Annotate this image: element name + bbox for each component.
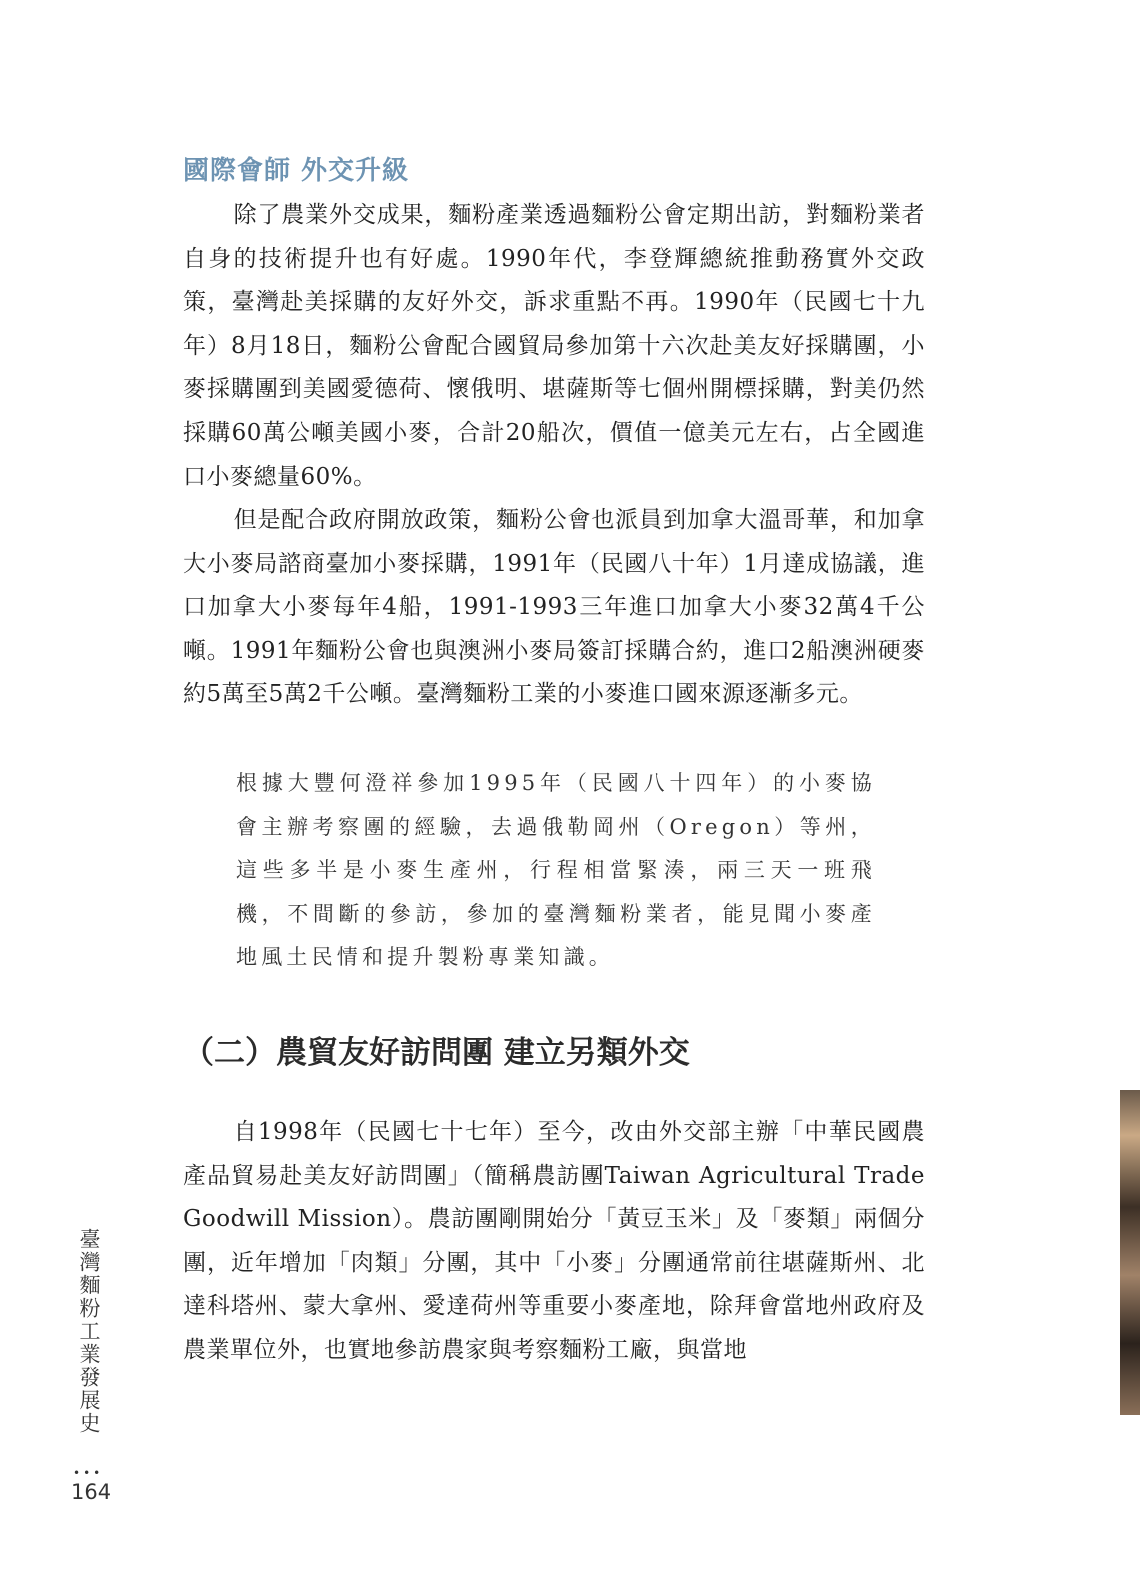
block-quote: 根據大豐何澄祥參加1995年（民國八十四年）的小麥協會主辦考察團的經驗，去過俄勒岡州（Oregon）等州，這些多半是小麥生產州，行程相當緊湊，兩三天一班飛機，不間斷的參訪，參加的臺灣麵粉業者，能見聞小麥產地風土民情和提升製粉專業知識。 (236, 771, 876, 969)
book-title-vertical: 臺灣麵粉工業發展史 (77, 1228, 101, 1435)
page-number: 164 (71, 1480, 112, 1504)
paragraph-1: 除了農業外交成果，麵粉產業透過麵粉公會定期出訪，對麵粉業者自身的技術提升也有好處。1990年代，李登輝總統推動務實外交政策，臺灣赴美採購的友好外交，訴求重點不再。1990年（民國七十九年）8月18日，麵粉公會配合國貿局參加第十六次赴美友好採購團，小麥採購團到美國愛德荷、懷俄明、堪薩斯等七個州開標採購，對美仍然採購60萬公噸美國小麥，合計20船次，價值一億美元左右，占全國進口小麥總量60%。 (183, 202, 925, 490)
paragraph-2: 但是配合政府開放政策，麵粉公會也派員到加拿大溫哥華，和加拿大小麥局諮商臺加小麥採購，1991年（民國八十年）1月達成協議，進口加拿大小麥每年4船，1991-1993三年進口加拿大小麥32萬4千公噸。1991年麵粉公會也與澳洲小麥局簽訂採購合約，進口2船澳洲硬麥約5萬至5萬2千公噸。臺灣麵粉工業的小麥進口國來源逐漸多元。 (183, 507, 925, 708)
page-dots: ••• (73, 1466, 104, 1480)
subheading: 國際會師 外交升級 (183, 156, 410, 186)
photo-edge (1120, 1090, 1140, 1415)
section-heading: （二）農貿友好訪問團 建立另類外交 (183, 1035, 690, 1071)
paragraph-3: 自1998年（民國七十七年）至今，改由外交部主辦「中華民國農產品貿易赴美友好訪問團」（簡稱農訪團Taiwan Agricultural Trade Goodwill Mission）。農訪團剛開始分「黃豆玉米」及「麥類」兩個分團，近年增加「肉類」分團，其中「小麥」分團通常前往堪薩斯州、北達科塔州、蒙大拿州、愛達荷州等重要小麥產地，除拜會當地州政府及農業單位外，也實地參訪農家與考察麵粉工廠，與當地 (183, 1119, 925, 1363)
